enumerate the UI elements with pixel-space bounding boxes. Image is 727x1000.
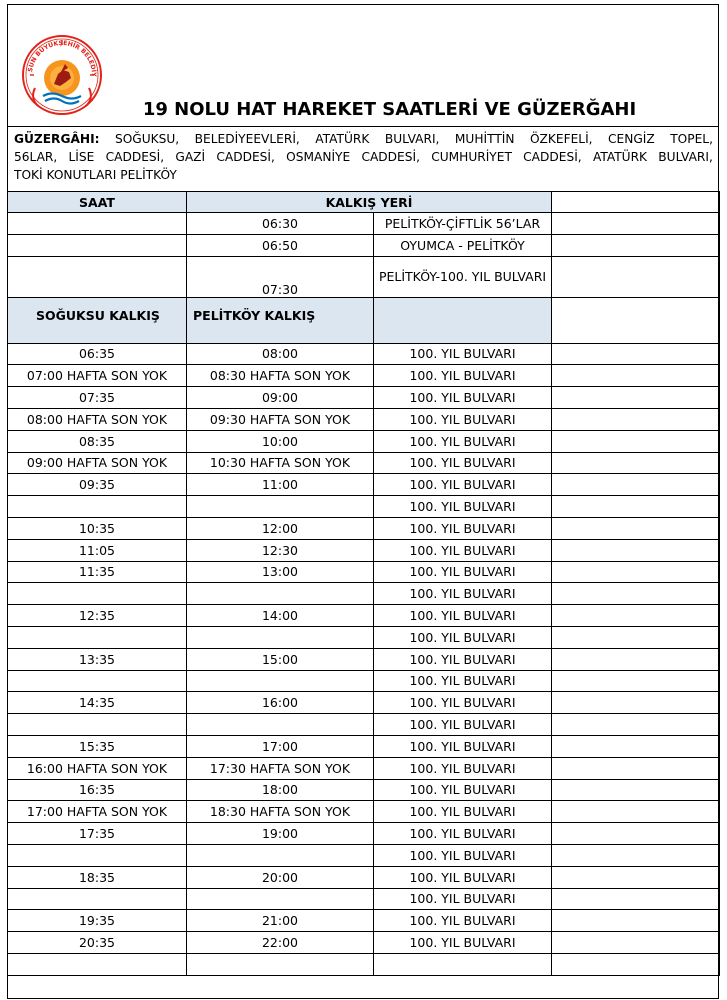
route-word: CADDESİ, [523,150,582,164]
empty-cell [552,605,720,627]
morning-time: 07:30 [187,256,374,297]
empty-cell [374,297,552,343]
table-row [8,343,720,365]
route-cell: 100. YIL BULVARI [374,626,552,648]
route-cell: 100. YIL BULVARI [374,866,552,888]
pelitkoy-cell [187,583,374,605]
soguksu-cell: 18:35 [8,866,187,888]
pelitkoy-cell: 15:00 [187,648,374,670]
empty-cell [552,539,720,561]
soguksu-cell [8,714,187,736]
pelitkoy-cell: 13:00 [187,561,374,583]
route-word: BULVARI, [658,150,713,164]
pelitkoy-cell: 09:00 [187,387,374,409]
route-description [14,130,713,184]
empty-cell [552,213,720,235]
route-cell: 100. YIL BULVARI [374,670,552,692]
pelitkoy-cell: 18:00 [187,779,374,801]
route-cell: 100. YIL BULVARI [374,343,552,365]
table-row [8,539,720,561]
empty-cell [552,474,720,496]
route-cell: 100. YIL BULVARI [374,387,552,409]
route-word: ATATÜRK [315,132,370,146]
route-cell: 100. YIL BULVARI [374,583,552,605]
route-cell: 100. YIL BULVARI [374,735,552,757]
table-row [8,714,720,736]
route-cell: 100. YIL BULVARI [374,779,552,801]
morning-row [8,256,720,297]
route-word: BULVARI, [384,132,440,146]
empty-cell [552,866,720,888]
empty-cell [552,888,720,910]
logo-text: SUN BÜYÜKŞEHİR BELEDİY [27,39,98,77]
empty-cell [8,213,187,235]
table-row [8,430,720,452]
soguksu-cell: 11:05 [8,539,187,561]
pelitkoy-cell: 11:00 [187,474,374,496]
pelitkoy-cell [187,844,374,866]
route-cell: 100. YIL BULVARI [374,823,552,845]
soguksu-header: SOĞUKSU KALKIŞ [8,297,187,343]
morning-place: OYUMCA - PELİTKÖY [374,234,552,256]
table-row [8,779,720,801]
empty-cell [552,583,720,605]
saat-header: SAAT [8,192,187,213]
page-title: 19 NOLU HAT HAREKET SAATLERİ VE GÜZERĞAHI [142,99,637,120]
soguksu-cell [8,583,187,605]
table-row [8,692,720,714]
soguksu-cell: 08:00 HAFTA SON YOK [8,408,187,430]
route-cell: 100. YIL BULVARI [374,714,552,736]
header-row [8,192,720,213]
empty-cell [552,648,720,670]
empty-cell [552,297,720,343]
route-cell: 100. YIL BULVARI [374,844,552,866]
route-word: CADDESİ, [216,150,275,164]
empty-cell [552,910,720,932]
soguksu-cell: 07:35 [8,387,187,409]
route-word: CADDESİ, [361,150,420,164]
empty-cell [552,365,720,387]
soguksu-cell: 15:35 [8,735,187,757]
morning-time: 06:30 [187,213,374,235]
route-word: BELEDİYEEVLERİ, [194,132,300,146]
empty-cell [552,801,720,823]
route-cell [374,953,552,975]
pelitkoy-cell: 08:30 HAFTA SON YOK [187,365,374,387]
route-line-1 [14,130,713,148]
table-row [8,801,720,823]
soguksu-cell: 17:35 [8,823,187,845]
empty-cell [552,517,720,539]
table-row [8,452,720,474]
table-row [8,496,720,518]
soguksu-cell: 09:00 HAFTA SON YOK [8,452,187,474]
soguksu-cell [8,953,187,975]
empty-cell [552,735,720,757]
table-row [8,910,720,932]
table-row [8,866,720,888]
pelitkoy-cell: 22:00 [187,932,374,954]
pelitkoy-cell [187,888,374,910]
morning-place: PELİTKÖY-ÇİFTLİK 56’LAR [374,213,552,235]
empty-cell [552,408,720,430]
soguksu-cell: 13:35 [8,648,187,670]
empty-cell [552,757,720,779]
empty-cell [552,452,720,474]
table-row [8,408,720,430]
route-cell: 100. YIL BULVARI [374,408,552,430]
soguksu-cell: 20:35 [8,932,187,954]
pelitkoy-cell: 12:00 [187,517,374,539]
pelitkoy-cell: 17:30 HAFTA SON YOK [187,757,374,779]
route-cell: 100. YIL BULVARI [374,474,552,496]
pelitkoy-cell [187,670,374,692]
route-word: CUMHURİYET [431,150,512,164]
table-row [8,844,720,866]
soguksu-cell [8,496,187,518]
pelitkoy-header: PELİTKÖY KALKIŞ [187,297,374,343]
table-row [8,888,720,910]
table-row [8,474,720,496]
table-row [8,648,720,670]
soguksu-cell: 08:35 [8,430,187,452]
route-cell: 100. YIL BULVARI [374,692,552,714]
pelitkoy-cell [187,626,374,648]
soguksu-cell: 17:00 HAFTA SON YOK [8,801,187,823]
table-row [8,365,720,387]
route-cell: 100. YIL BULVARI [374,910,552,932]
pelitkoy-cell [187,496,374,518]
empty-cell [552,343,720,365]
empty-cell [552,844,720,866]
empty-cell [552,387,720,409]
route-cell: 100. YIL BULVARI [374,430,552,452]
soguksu-cell [8,844,187,866]
soguksu-cell: 16:35 [8,779,187,801]
route-word: CENGİZ [608,132,655,146]
soguksu-cell: 16:00 HAFTA SON YOK [8,757,187,779]
route-label: GÜZERGÂHI: [14,132,100,146]
empty-cell [552,430,720,452]
route-cell: 100. YIL BULVARI [374,365,552,387]
pelitkoy-cell: 10:00 [187,430,374,452]
soguksu-cell: 07:00 HAFTA SON YOK [8,365,187,387]
table-row [8,626,720,648]
table-row [8,735,720,757]
soguksu-cell [8,626,187,648]
morning-time: 06:50 [187,234,374,256]
empty-cell [552,953,720,975]
empty-cell [552,932,720,954]
route-word: GAZİ [175,150,206,164]
route-cell: 100. YIL BULVARI [374,496,552,518]
soguksu-cell: 12:35 [8,605,187,627]
table-row [8,583,720,605]
route-word: MUHİTTİN [454,132,515,146]
pelitkoy-cell: 08:00 [187,343,374,365]
route-word: OSMANİYE [286,150,351,164]
route-word: ATATÜRK [592,150,648,164]
soguksu-cell [8,888,187,910]
kalkis-yeri-header: KALKIŞ YERİ [187,192,552,213]
title-divider [7,126,719,127]
empty-cell [552,496,720,518]
route-word: CADDESİ, [105,150,165,164]
empty-cell [552,823,720,845]
empty-cell [552,561,720,583]
route-cell: 100. YIL BULVARI [374,561,552,583]
table-row [8,757,720,779]
empty-cell [8,256,187,297]
soguksu-cell: 19:35 [8,910,187,932]
route-word: ÖZKEFELİ, [529,132,593,146]
table-row [8,932,720,954]
route-cell: 100. YIL BULVARI [374,648,552,670]
route-line-3: TOKİ KONUTLARI PELİTKÖY [14,168,177,182]
route-cell: 100. YIL BULVARI [374,801,552,823]
pelitkoy-cell: 09:30 HAFTA SON YOK [187,408,374,430]
empty-cell [552,192,720,213]
pelitkoy-cell: 12:30 [187,539,374,561]
pelitkoy-cell: 19:00 [187,823,374,845]
table-row [8,605,720,627]
table-row [8,561,720,583]
pelitkoy-cell: 18:30 HAFTA SON YOK [187,801,374,823]
route-word: LİSE [68,150,95,164]
schedule-table [7,191,720,976]
route-cell: 100. YIL BULVARI [374,605,552,627]
route-cell: 100. YIL BULVARI [374,517,552,539]
pelitkoy-cell: 10:30 HAFTA SON YOK [187,452,374,474]
empty-cell [552,626,720,648]
table-row [8,953,720,975]
soguksu-cell: 09:35 [8,474,187,496]
soguksu-cell: 11:35 [8,561,187,583]
pelitkoy-cell: 20:00 [187,866,374,888]
empty-cell [8,234,187,256]
table-row [8,517,720,539]
route-word: TOPEL, [670,132,713,146]
sub-header-row [8,297,720,343]
pelitkoy-cell: 16:00 [187,692,374,714]
pelitkoy-cell [187,714,374,736]
route-word: SOĞUKSU, [114,132,180,146]
pelitkoy-cell: 14:00 [187,605,374,627]
soguksu-cell: 14:35 [8,692,187,714]
route-cell: 100. YIL BULVARI [374,888,552,910]
empty-cell [552,234,720,256]
morning-row [8,234,720,256]
pelitkoy-cell: 21:00 [187,910,374,932]
morning-place: PELİTKÖY-100. YIL BULVARI [374,256,552,297]
route-line-2 [14,148,713,166]
table-row [8,670,720,692]
route-cell: 100. YIL BULVARI [374,932,552,954]
soguksu-cell: 06:35 [8,343,187,365]
pelitkoy-cell: 17:00 [187,735,374,757]
morning-row [8,213,720,235]
empty-cell [552,692,720,714]
route-cell: 100. YIL BULVARI [374,452,552,474]
empty-cell [552,714,720,736]
pelitkoy-cell [187,953,374,975]
soguksu-cell: 10:35 [8,517,187,539]
route-cell: 100. YIL BULVARI [374,539,552,561]
empty-cell [552,670,720,692]
table-row [8,823,720,845]
soguksu-cell [8,670,187,692]
route-word: 56LAR, [14,150,58,164]
table-row [8,387,720,409]
route-cell: 100. YIL BULVARI [374,757,552,779]
empty-cell [552,779,720,801]
empty-cell [552,256,720,297]
